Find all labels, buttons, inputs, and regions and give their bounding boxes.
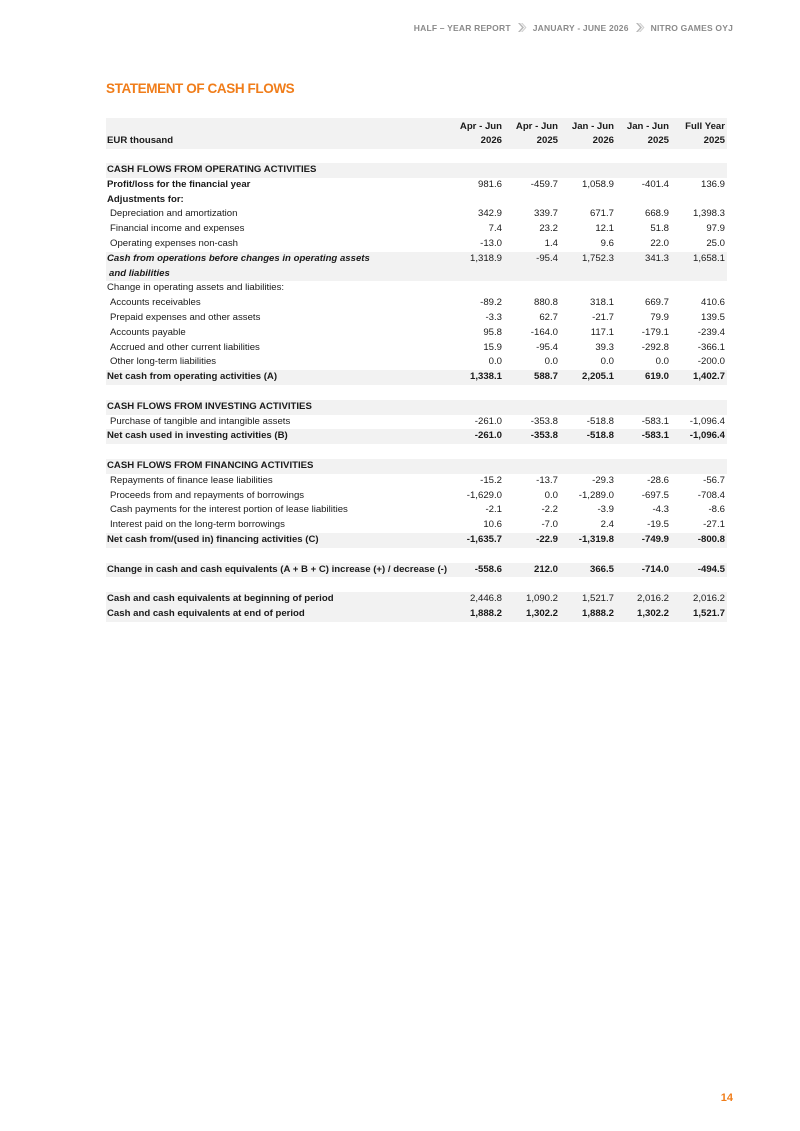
total-row-financing xyxy=(106,533,727,548)
cell-value: -518.8 xyxy=(586,430,614,442)
report-header xyxy=(414,22,733,33)
cell-value: -1,096.4 xyxy=(689,415,725,427)
column-year: 2026 xyxy=(592,135,614,146)
row-label: Purchase of tangible and intangible assets xyxy=(110,415,291,427)
row-label: Depreciation and amortization xyxy=(110,208,238,220)
total-row-change-in-cash xyxy=(106,563,727,578)
cell-value: -27.1 xyxy=(703,519,725,531)
cell-value: 1,338.1 xyxy=(469,371,502,383)
cell-value: 668.9 xyxy=(644,208,669,220)
spacer xyxy=(106,444,727,459)
cell-value: -21.7 xyxy=(592,311,614,323)
table-row xyxy=(106,489,727,504)
cell-value: 671.7 xyxy=(589,208,614,220)
cell-value: 0.0 xyxy=(488,356,502,368)
column-header: Apr - Jun xyxy=(515,121,558,132)
cell-value: -200.0 xyxy=(697,356,725,368)
cell-value: -4.3 xyxy=(652,504,669,516)
row-label: Net cash used in investing activities (B) xyxy=(107,430,288,442)
cell-value: -2.1 xyxy=(485,504,502,516)
row-label: Change in operating assets and liabilities: xyxy=(107,282,285,294)
cell-value: 1,752.3 xyxy=(581,252,614,264)
nitro-chevron-icon xyxy=(517,22,527,33)
table-row xyxy=(106,341,727,356)
spacer xyxy=(106,548,727,563)
total-row-investing xyxy=(106,429,727,444)
cell-value: -494.5 xyxy=(697,563,725,575)
cell-value: 1,058.9 xyxy=(581,178,614,190)
cell-value: -261.0 xyxy=(474,415,502,427)
row-label: Net cash from operating activities (A) xyxy=(107,371,278,383)
cell-value: -697.5 xyxy=(641,489,669,501)
cell-value: -353.8 xyxy=(530,430,558,442)
cell-value: -800.8 xyxy=(697,533,725,545)
cell-value: -1,096.4 xyxy=(689,430,725,442)
table-row xyxy=(106,237,727,252)
cell-value: -1,319.8 xyxy=(578,533,614,545)
row-label: Financial income and expenses xyxy=(110,223,245,235)
cell-value: 23.2 xyxy=(539,223,558,235)
cell-value: 39.3 xyxy=(595,341,614,353)
column-year: 2025 xyxy=(536,135,558,146)
column-header-top-row xyxy=(106,120,727,134)
cell-value: 0.0 xyxy=(600,356,614,368)
cell-value: 1,888.2 xyxy=(581,607,614,619)
cell-value: 136.9 xyxy=(700,178,725,190)
cell-value: -29.3 xyxy=(592,474,614,486)
cell-value: 117.1 xyxy=(590,326,614,338)
cell-value: -13.0 xyxy=(480,237,502,249)
table-row xyxy=(106,296,727,311)
cell-value: -1,635.7 xyxy=(466,533,502,545)
row-label: Repayments of finance lease liabilities xyxy=(110,474,273,486)
cell-value: 1,302.2 xyxy=(525,607,558,619)
cell-value: 95.8 xyxy=(483,326,502,338)
cell-value: 2.4 xyxy=(600,519,614,531)
section-heading-investing xyxy=(106,400,727,415)
cell-value: 25.0 xyxy=(706,237,725,249)
table-row xyxy=(106,355,727,370)
total-row-cash-end xyxy=(106,607,727,622)
cell-value: 79.9 xyxy=(650,311,669,323)
cell-value: 0.0 xyxy=(544,356,558,368)
cell-value: -1,289.0 xyxy=(578,489,614,501)
row-label: Change in cash and cash equivalents (A + B + C) increase (+) / decrease (-) xyxy=(107,563,448,575)
report-type: HALF – YEAR REPORT xyxy=(413,22,511,33)
cell-value: 339.7 xyxy=(533,208,558,220)
subheading-changes xyxy=(106,281,727,296)
cell-value: -518.8 xyxy=(586,415,614,427)
cell-value: -8.6 xyxy=(708,504,725,516)
cell-value: 1,888.2 xyxy=(469,607,502,619)
row-label: Adjustments for: xyxy=(107,193,184,205)
section-heading: CASH FLOWS FROM INVESTING ACTIVITIES xyxy=(107,400,312,412)
row-label: Proceeds from and repayments of borrowings xyxy=(110,489,305,501)
table-row xyxy=(106,311,727,326)
cell-value: 15.9 xyxy=(483,341,502,353)
table-row-cash-begin xyxy=(106,592,727,607)
table-row xyxy=(106,326,727,341)
row-label: Cash and cash equivalents at end of period xyxy=(107,607,305,619)
cell-value: 588.7 xyxy=(533,371,558,383)
column-header: Full Year xyxy=(685,121,725,132)
column-header: Jan - Jun xyxy=(626,121,669,132)
cell-value: 318.1 xyxy=(589,297,614,309)
row-label: Prepaid expenses and other assets xyxy=(110,311,261,323)
cell-value: -7.0 xyxy=(541,519,558,531)
section-heading-operating xyxy=(106,163,727,178)
cell-value: 619.0 xyxy=(644,371,669,383)
spacer xyxy=(106,385,727,400)
cell-value: 62.7 xyxy=(539,311,558,323)
page-title: STATEMENT OF CASH FLOWS xyxy=(106,81,295,96)
section-heading: CASH FLOWS FROM FINANCING ACTIVITIES xyxy=(107,459,314,471)
column-year: 2026 xyxy=(480,135,502,146)
row-label: Interest paid on the long-term borrowings xyxy=(110,519,285,531)
cell-value: -583.1 xyxy=(641,430,669,442)
cell-value: 7.4 xyxy=(488,223,502,235)
cell-value: 2,205.1 xyxy=(581,371,614,383)
table-row xyxy=(106,252,727,267)
cell-value: 2,016.2 xyxy=(636,593,669,605)
row-label: Cash from operations before changes in operating assets xyxy=(107,252,370,264)
cell-value: -56.7 xyxy=(703,474,725,486)
row-label: Cash and cash equivalents at beginning of period xyxy=(107,593,334,605)
cell-value: 1.4 xyxy=(544,237,558,249)
cell-value: 2,016.2 xyxy=(692,593,725,605)
row-label: Net cash from/(used in) financing activities (C) xyxy=(107,533,319,545)
cell-value: 2,446.8 xyxy=(469,593,502,605)
cell-value: -708.4 xyxy=(697,489,725,501)
row-label: Other long-term liabilities xyxy=(110,356,217,368)
cell-value: 1,090.2 xyxy=(525,593,558,605)
cell-value: 212.0 xyxy=(533,563,558,575)
cell-value: -179.1 xyxy=(641,326,669,338)
cell-value: 1,521.7 xyxy=(581,593,614,605)
cell-value: -353.8 xyxy=(530,415,558,427)
cell-value: -28.6 xyxy=(647,474,669,486)
column-header: Apr - Jun xyxy=(459,121,502,132)
cell-value: -714.0 xyxy=(641,563,669,575)
table-row xyxy=(106,415,727,430)
column-year: 2025 xyxy=(647,135,669,146)
cash-flow-table xyxy=(106,118,727,622)
cell-value: 1,521.7 xyxy=(692,607,725,619)
column-header-bottom-row xyxy=(106,134,727,148)
cell-value: 22.0 xyxy=(650,237,669,249)
cell-value: 342.9 xyxy=(477,208,502,220)
cell-value: -22.9 xyxy=(536,533,558,545)
cell-value: -261.0 xyxy=(474,430,502,442)
cell-value: -2.2 xyxy=(541,504,558,516)
cell-value: -95.4 xyxy=(536,341,558,353)
report-period: JANUARY - JUNE 2026 xyxy=(532,22,629,33)
table-header xyxy=(106,118,727,149)
cell-value: 12.1 xyxy=(595,223,614,235)
row-label: Cash payments for the interest portion of lease liabilities xyxy=(110,504,348,516)
unit-label: EUR thousand xyxy=(107,135,174,146)
row-label: Accounts receivables xyxy=(110,297,201,309)
cell-value: -558.6 xyxy=(474,563,502,575)
cell-value: 1,658.1 xyxy=(692,252,725,264)
section-heading-financing xyxy=(106,459,727,474)
cell-value: 0.0 xyxy=(655,356,669,368)
cell-value: 981.6 xyxy=(477,178,502,190)
cell-value: -95.4 xyxy=(536,252,558,264)
column-header: Jan - Jun xyxy=(571,121,614,132)
table-row xyxy=(106,207,727,222)
table-row-continuation xyxy=(106,267,727,282)
cell-value: -13.7 xyxy=(536,474,558,486)
section-heading: CASH FLOWS FROM OPERATING ACTIVITIES xyxy=(107,164,317,175)
page-number: 14 xyxy=(720,1092,733,1104)
company-name: NITRO GAMES OYJ xyxy=(650,22,733,33)
cell-value: -401.4 xyxy=(641,178,669,190)
cell-value: 139.5 xyxy=(700,311,725,323)
spacer xyxy=(106,577,727,592)
cell-value: 341.3 xyxy=(644,252,669,264)
cell-value: 51.8 xyxy=(650,223,669,235)
cell-value: 880.8 xyxy=(533,297,558,309)
row-label: Profit/loss for the financial year xyxy=(107,178,251,190)
nitro-chevron-icon xyxy=(635,22,645,33)
cell-value: 1,402.7 xyxy=(692,371,725,383)
cell-value: 1,302.2 xyxy=(636,607,669,619)
row-label: Operating expenses non-cash xyxy=(110,237,238,249)
table-row xyxy=(106,474,727,489)
cell-value: -19.5 xyxy=(647,519,669,531)
table-row xyxy=(106,518,727,533)
cell-value: -1,629.0 xyxy=(466,489,502,501)
cell-value: 10.6 xyxy=(483,519,502,531)
subheading-adjustments xyxy=(106,193,727,208)
cell-value: -239.4 xyxy=(697,326,725,338)
cell-value: 0.0 xyxy=(544,489,558,501)
row-label: and liabilities xyxy=(109,267,170,279)
cell-value: -15.2 xyxy=(480,474,502,486)
cell-value: -164.0 xyxy=(530,326,558,338)
column-year: 2025 xyxy=(703,135,725,146)
cell-value: -3.3 xyxy=(485,311,502,323)
row-label: Accounts payable xyxy=(110,326,186,338)
cell-value: 410.6 xyxy=(700,297,725,309)
cell-value: 1,398.3 xyxy=(692,208,725,220)
cell-value: -749.9 xyxy=(641,533,669,545)
total-row-operating xyxy=(106,370,727,385)
cell-value: 1,318.9 xyxy=(469,252,502,264)
cell-value: -3.9 xyxy=(597,504,614,516)
cell-value: -459.7 xyxy=(530,178,558,190)
cell-value: -292.8 xyxy=(641,341,669,353)
cell-value: -366.1 xyxy=(697,341,725,353)
cell-value: 669.7 xyxy=(644,297,669,309)
table-row xyxy=(106,503,727,518)
table-row xyxy=(106,222,727,237)
table-row xyxy=(106,178,727,193)
row-label: Accrued and other current liabilities xyxy=(110,341,260,353)
cell-value: 366.5 xyxy=(589,563,614,575)
cell-value: 97.9 xyxy=(706,223,725,235)
cell-value: -583.1 xyxy=(641,415,669,427)
cell-value: 9.6 xyxy=(600,237,614,249)
cell-value: -89.2 xyxy=(480,297,502,309)
